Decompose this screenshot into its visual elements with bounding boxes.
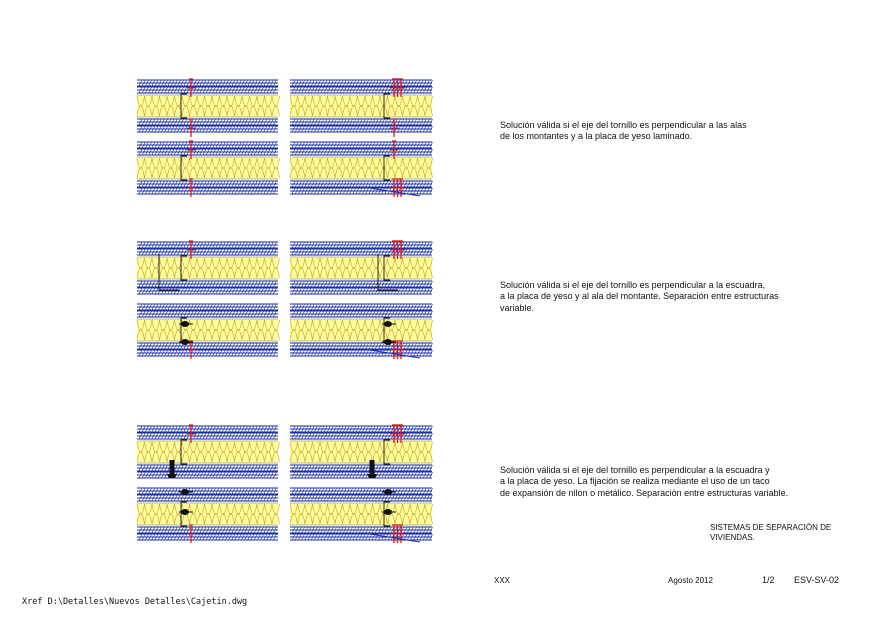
note-2-line-2: a la placa de yeso y al ala del montante. Separación entre estructuras [500,291,779,302]
note-1-line-2: de los montantes y a la placa de yeso laminado. [500,131,693,142]
note-3-line-1: Solución válida si el eje del tornillo es perpendicular a la escuadra y [500,465,770,475]
title-block-date: Agosto 2012 [668,576,713,585]
wall-section-detail-2-1 [137,241,280,359]
note-2-line-1: Solución válida si el eje del tornillo es perpendicular a la escuadra, [500,280,766,290]
title-line-1: SISTEMAS DE SEPARACIÓN DE [710,523,832,532]
wall-section-detail-3-1 [137,425,280,543]
title-block-sheet-number: 1/2 [762,575,775,585]
note-3-line-2: a la placa de yeso. La fijación se realiza mediante el uso de un taco [500,476,770,487]
wall-section-detail-1-1 [137,79,280,197]
wall-section-detail-3-2 [290,425,433,543]
note-3-line-3: de expansión de nilon o metálico. Separación entre estructuras variable. [500,487,789,498]
title-block-drawing-code: ESV-SV-02 [794,575,840,585]
title-block-title [710,523,831,543]
note-1-line-1: Solución válida si el eje del tornillo es perpendicular a las alas [500,120,747,130]
wall-section-detail-2-2 [290,241,433,359]
solution-note-1 [500,120,747,143]
note-2-line-3: variable. [500,302,535,313]
title-block-xxx-field: XXX [494,576,511,585]
title-line-2: VIVIENDAS. [710,533,755,542]
xref-path: Xref D:\Detalles\Nuevos Detalles\Cajetin.dwg [22,597,248,607]
wall-section-detail-1-2 [290,79,433,197]
solution-note-2 [500,280,779,314]
solution-note-3 [500,465,788,499]
